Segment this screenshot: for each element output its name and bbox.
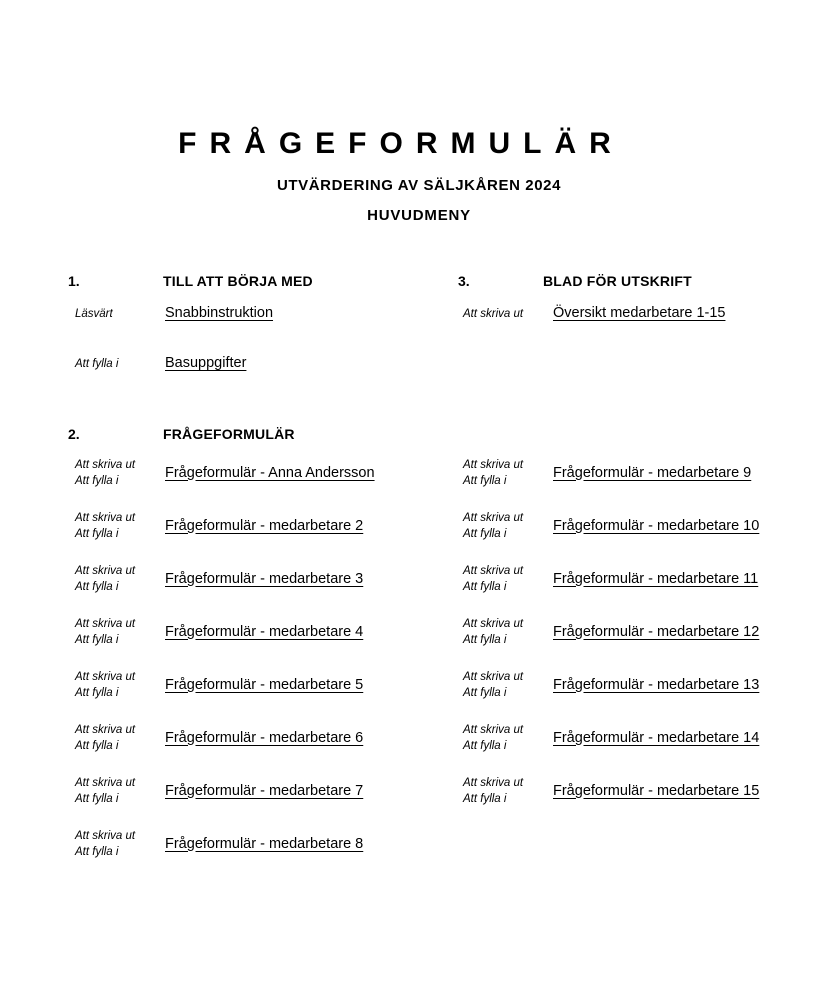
section-print-header	[458, 273, 725, 291]
questionnaire-link[interactable]: Frågeformulär - medarbetare 10	[553, 517, 760, 534]
label-fill: Att fylla i	[75, 792, 119, 805]
label-print: Att skriva ut	[463, 617, 524, 630]
label-fill: Att fylla i	[463, 739, 507, 752]
label-fill: Att fylla i	[463, 792, 507, 805]
row-labels	[68, 563, 165, 595]
label-fill: Att fylla i	[463, 686, 507, 699]
label-print: Att skriva ut	[75, 776, 136, 789]
questionnaire-link[interactable]: Frågeformulär - medarbetare 11	[553, 570, 759, 587]
label-print: Att skriva ut	[463, 776, 524, 789]
label-fill: Att fylla i	[463, 474, 507, 487]
forms-column-right	[458, 446, 759, 817]
item-label: Att skriva ut	[463, 308, 524, 320]
row-labels	[458, 669, 553, 701]
questionnaire-link[interactable]: Frågeformulär - Anna Andersson	[165, 464, 375, 481]
row-labels	[68, 457, 165, 489]
item-label: Att fylla i	[75, 358, 119, 370]
oversikt-medarbetare-link[interactable]: Översikt medarbetare 1-15	[553, 305, 726, 321]
form-row	[68, 658, 375, 711]
section-forms-header	[68, 426, 295, 444]
row-labels	[458, 457, 553, 489]
row-labels	[458, 722, 553, 754]
row-labels	[68, 828, 165, 860]
questionnaire-link[interactable]: Frågeformulär - medarbetare 7	[165, 782, 364, 799]
row-labels	[458, 775, 553, 807]
menu-item-basuppgifter	[68, 355, 313, 371]
snabbinstruktion-link[interactable]: Snabbinstruktion	[165, 305, 274, 321]
label-fill: Att fylla i	[75, 845, 119, 858]
row-labels	[68, 510, 165, 542]
label-fill: Att fylla i	[75, 686, 119, 699]
section-title: FRÅGEFORMULÄR	[163, 426, 295, 442]
form-row	[68, 711, 375, 764]
form-row	[458, 446, 759, 499]
item-label: Läsvärt	[75, 308, 113, 320]
section-print	[458, 273, 725, 321]
questionnaire-link[interactable]: Frågeformulär - medarbetare 14	[553, 729, 760, 746]
questionnaire-link[interactable]: Frågeformulär - medarbetare 2	[165, 517, 364, 534]
label-print: Att skriva ut	[463, 723, 524, 736]
row-labels	[458, 563, 553, 595]
section-start-header	[68, 273, 313, 291]
label-fill: Att fylla i	[463, 527, 507, 540]
questionnaire-link[interactable]: Frågeformulär - medarbetare 4	[165, 623, 364, 640]
label-fill: Att fylla i	[75, 527, 119, 540]
forms-column-left	[68, 446, 375, 870]
label-fill: Att fylla i	[75, 739, 119, 752]
basuppgifter-link[interactable]: Basuppgifter	[165, 355, 247, 371]
section-title: TILL ATT BÖRJA MED	[163, 273, 313, 289]
label-print: Att skriva ut	[75, 829, 136, 842]
questionnaire-link[interactable]: Frågeformulär - medarbetare 12	[553, 623, 760, 640]
section-start	[68, 273, 313, 371]
form-row	[458, 711, 759, 764]
section-title: BLAD FÖR UTSKRIFT	[543, 273, 692, 289]
label-print: Att skriva ut	[75, 564, 136, 577]
label-print: Att skriva ut	[75, 723, 136, 736]
form-row	[458, 658, 759, 711]
form-row	[68, 817, 375, 870]
questionnaire-link[interactable]: Frågeformulär - medarbetare 5	[165, 676, 364, 693]
questionnaire-link[interactable]: Frågeformulär - medarbetare 8	[165, 835, 364, 852]
row-labels	[458, 510, 553, 542]
row-labels	[68, 775, 165, 807]
section-forms	[68, 426, 295, 444]
label-print: Att skriva ut	[75, 511, 136, 524]
label-fill: Att fylla i	[463, 580, 507, 593]
questionnaire-link[interactable]: Frågeformulär - medarbetare 9	[553, 464, 752, 481]
form-row	[458, 605, 759, 658]
form-row	[458, 552, 759, 605]
form-row	[68, 499, 375, 552]
page-header	[0, 128, 838, 225]
label-fill: Att fylla i	[75, 474, 119, 487]
questionnaire-link[interactable]: Frågeformulär - medarbetare 3	[165, 570, 364, 587]
label-fill: Att fylla i	[75, 580, 119, 593]
label-fill: Att fylla i	[463, 633, 507, 646]
label-print: Att skriva ut	[75, 617, 136, 630]
label-print: Att skriva ut	[463, 458, 524, 471]
menu-title: HUVUDMENY	[367, 207, 471, 224]
form-row	[68, 605, 375, 658]
section-number: 1.	[68, 273, 80, 289]
questionnaire-link[interactable]: Frågeformulär - medarbetare 6	[165, 729, 364, 746]
label-print: Att skriva ut	[75, 458, 136, 471]
form-row	[68, 764, 375, 817]
label-print: Att skriva ut	[463, 511, 524, 524]
section-number: 2.	[68, 426, 80, 442]
questionnaire-link[interactable]: Frågeformulär - medarbetare 15	[553, 782, 760, 799]
form-row	[68, 552, 375, 605]
page-title: FRÅGEFORMULÄR	[178, 127, 624, 160]
row-labels	[68, 669, 165, 701]
page-subtitle: UTVÄRDERING AV SÄLJKÅREN 2024	[276, 177, 562, 194]
section-number: 3.	[458, 273, 470, 289]
menu-item-snabbinstruktion	[68, 305, 313, 321]
menu-item-oversikt	[458, 305, 725, 321]
label-print: Att skriva ut	[75, 670, 136, 683]
form-row	[458, 499, 759, 552]
label-print: Att skriva ut	[463, 670, 524, 683]
form-row	[458, 764, 759, 817]
label-print: Att skriva ut	[463, 564, 524, 577]
row-labels	[458, 616, 553, 648]
form-row	[68, 446, 375, 499]
row-labels	[68, 722, 165, 754]
label-fill: Att fylla i	[75, 633, 119, 646]
questionnaire-link[interactable]: Frågeformulär - medarbetare 13	[553, 676, 760, 693]
row-labels	[68, 616, 165, 648]
